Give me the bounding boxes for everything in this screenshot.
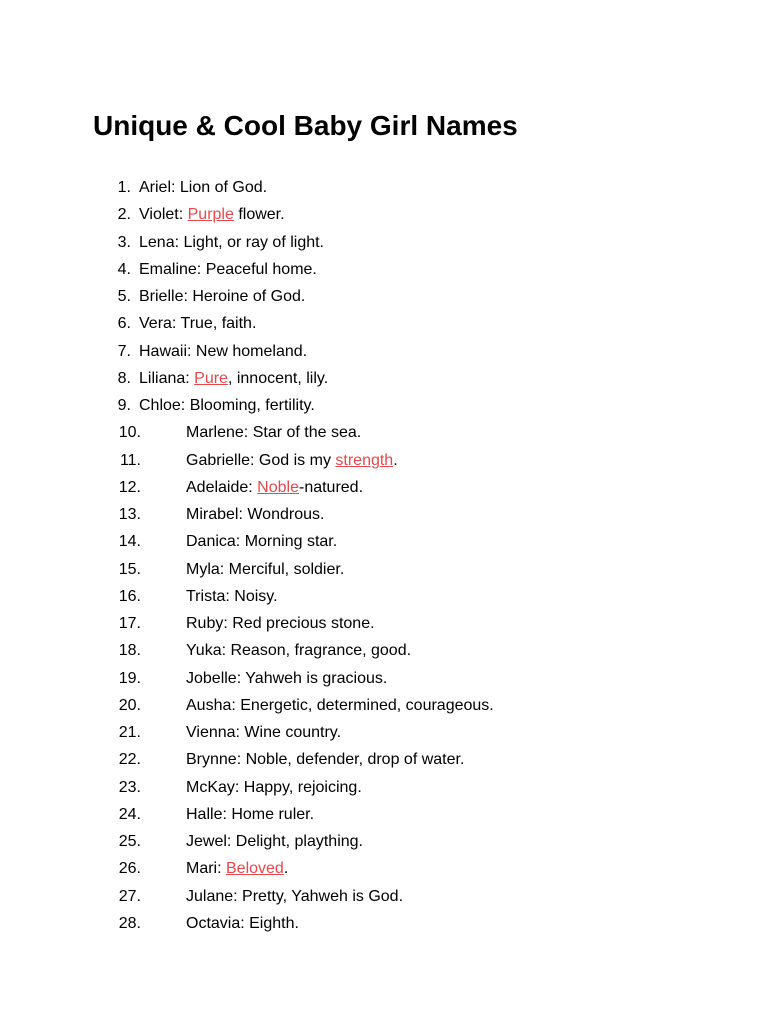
- meaning-link[interactable]: Beloved: [226, 860, 284, 878]
- list-item-text-segment: McKay: Happy, rejoicing.: [186, 778, 362, 796]
- list-item-number: 15.: [118, 560, 141, 578]
- list-item-text-segment: Myla: Merciful, soldier.: [186, 560, 345, 578]
- list-item-text-segment: Vera: True, faith.: [139, 315, 257, 333]
- list-item-text: [186, 528, 337, 555]
- list-item-text-segment: Hawaii: New homeland.: [139, 342, 308, 360]
- page-title: Unique & Cool Baby Girl Names: [93, 110, 518, 141]
- list-item-text-segment: Chloe: Blooming, fertility.: [139, 397, 315, 414]
- list-item-text-segment: Jewel: Delight, plaything.: [186, 833, 363, 850]
- list-item-text: [186, 419, 361, 446]
- list-item-text-segment: Ausha: Energetic, determined, courageous.: [186, 696, 494, 714]
- list-item-text-segment: flower.: [233, 206, 285, 224]
- list-item-text-segment: .: [393, 451, 398, 469]
- meaning-link[interactable]: Noble: [257, 478, 299, 496]
- list-item-number: 2.: [117, 206, 131, 224]
- list-item-text: [186, 746, 464, 773]
- list-item-number: 16.: [118, 587, 141, 605]
- list-item-text: [186, 801, 314, 828]
- list-item-text: [139, 392, 315, 419]
- list-item-number: 27.: [118, 887, 141, 905]
- list-item-number: 11.: [119, 451, 141, 469]
- list-item-text-segment: Mirabel: Wondrous.: [186, 506, 325, 523]
- list-item-text-segment: Julane: Pretty, Yahweh is God.: [186, 887, 404, 905]
- list-item-text-segment: Violet:: [139, 206, 188, 224]
- list-item-text: [139, 229, 324, 256]
- list-item-number: 24.: [118, 805, 141, 823]
- list-item-text-segment: -natured.: [298, 478, 364, 496]
- list-item-number: 17.: [118, 615, 141, 632]
- list-item-number: 12.: [118, 478, 141, 496]
- meaning-link[interactable]: Purple: [187, 206, 234, 224]
- list-item-number: 19.: [118, 669, 141, 687]
- list-item-text: [186, 665, 387, 692]
- list-item-text-segment: Gabrielle: God is my: [186, 451, 336, 469]
- list-item-text: [139, 365, 328, 392]
- list-item-text: [139, 174, 267, 201]
- list-item-text-segment: Vienna: Wine country.: [186, 724, 342, 741]
- list-item-number: 21.: [118, 724, 141, 741]
- list-item-text-segment: Brielle: Heroine of God.: [139, 288, 306, 305]
- list-item-text: [186, 774, 362, 801]
- list-item-text-segment: , innocent, lily.: [227, 369, 329, 387]
- meaning-link[interactable]: Pure: [194, 369, 228, 387]
- list-item-text-segment: Octavia: Eighth.: [186, 914, 299, 932]
- list-item-text: [186, 637, 411, 664]
- list-item-text: [186, 556, 344, 583]
- list-item-number: 3.: [117, 233, 131, 251]
- list-item-text: [186, 692, 494, 719]
- list-item-text: [139, 283, 305, 310]
- list-item-text-segment: Mari:: [186, 860, 226, 878]
- list-item-number: 28.: [118, 914, 141, 932]
- list-item-number: 8.: [117, 369, 131, 387]
- list-item-number: 1.: [117, 179, 131, 196]
- list-item-text: [186, 855, 288, 882]
- list-item-text: [186, 610, 375, 637]
- list-item-number: 18.: [118, 642, 141, 660]
- list-item-text: [139, 201, 285, 228]
- list-item-text-segment: Ruby: Red precious stone.: [186, 615, 375, 632]
- list-item-text-segment: Adelaide:: [186, 478, 258, 496]
- list-item-number: 14.: [118, 533, 141, 551]
- list-item-text: [186, 910, 299, 937]
- list-item-text-segment: Marlene: Star of the sea.: [186, 424, 362, 442]
- list-item-number: 4.: [117, 260, 131, 278]
- list-item-number: 6.: [117, 315, 131, 333]
- list-item-text-segment: .: [283, 860, 289, 878]
- list-item-text-segment: Jobelle: Yahweh is gracious.: [186, 669, 388, 687]
- list-item-text-segment: Trista: Noisy.: [186, 587, 278, 605]
- list-item-number: 7.: [117, 342, 131, 360]
- list-item-text-segment: Danica: Morning star.: [186, 533, 338, 551]
- list-item-text: [186, 883, 403, 910]
- list-item-number: 5.: [117, 288, 131, 305]
- list-item-text: [186, 447, 398, 474]
- list-item-text-segment: Halle: Home ruler.: [186, 805, 315, 823]
- list-item-number: 25.: [118, 833, 141, 850]
- list-item-text-segment: Liliana:: [139, 369, 195, 387]
- meaning-link[interactable]: strength: [335, 451, 394, 469]
- list-item-number: 10.: [118, 424, 141, 442]
- list-item-number: 22.: [118, 751, 141, 769]
- list-item-text: [139, 310, 256, 337]
- list-item-text: [139, 338, 307, 365]
- list-item-text: [186, 583, 278, 610]
- list-item-number: 13.: [118, 506, 141, 523]
- list-item-number: 23.: [118, 778, 141, 796]
- list-item-text: [186, 719, 341, 746]
- list-item-text-segment: Brynne: Noble, defender, drop of water.: [186, 751, 465, 769]
- list-item-text-segment: Ariel: Lion of God.: [139, 179, 268, 196]
- list-item-number: 20.: [118, 696, 141, 714]
- list-item-text: [186, 828, 363, 855]
- list-item-text-segment: Yuka: Reason, fragrance, good.: [186, 642, 412, 660]
- list-item-text: [186, 501, 324, 528]
- list-item-text: [139, 256, 317, 283]
- list-item-text-segment: Emaline: Peaceful home.: [139, 260, 317, 278]
- list-item-number: 9.: [117, 397, 131, 414]
- list-item-text: [186, 474, 363, 501]
- list-item-text-segment: Lena: Light, or ray of light.: [139, 233, 324, 251]
- list-item-number: 26.: [118, 860, 141, 878]
